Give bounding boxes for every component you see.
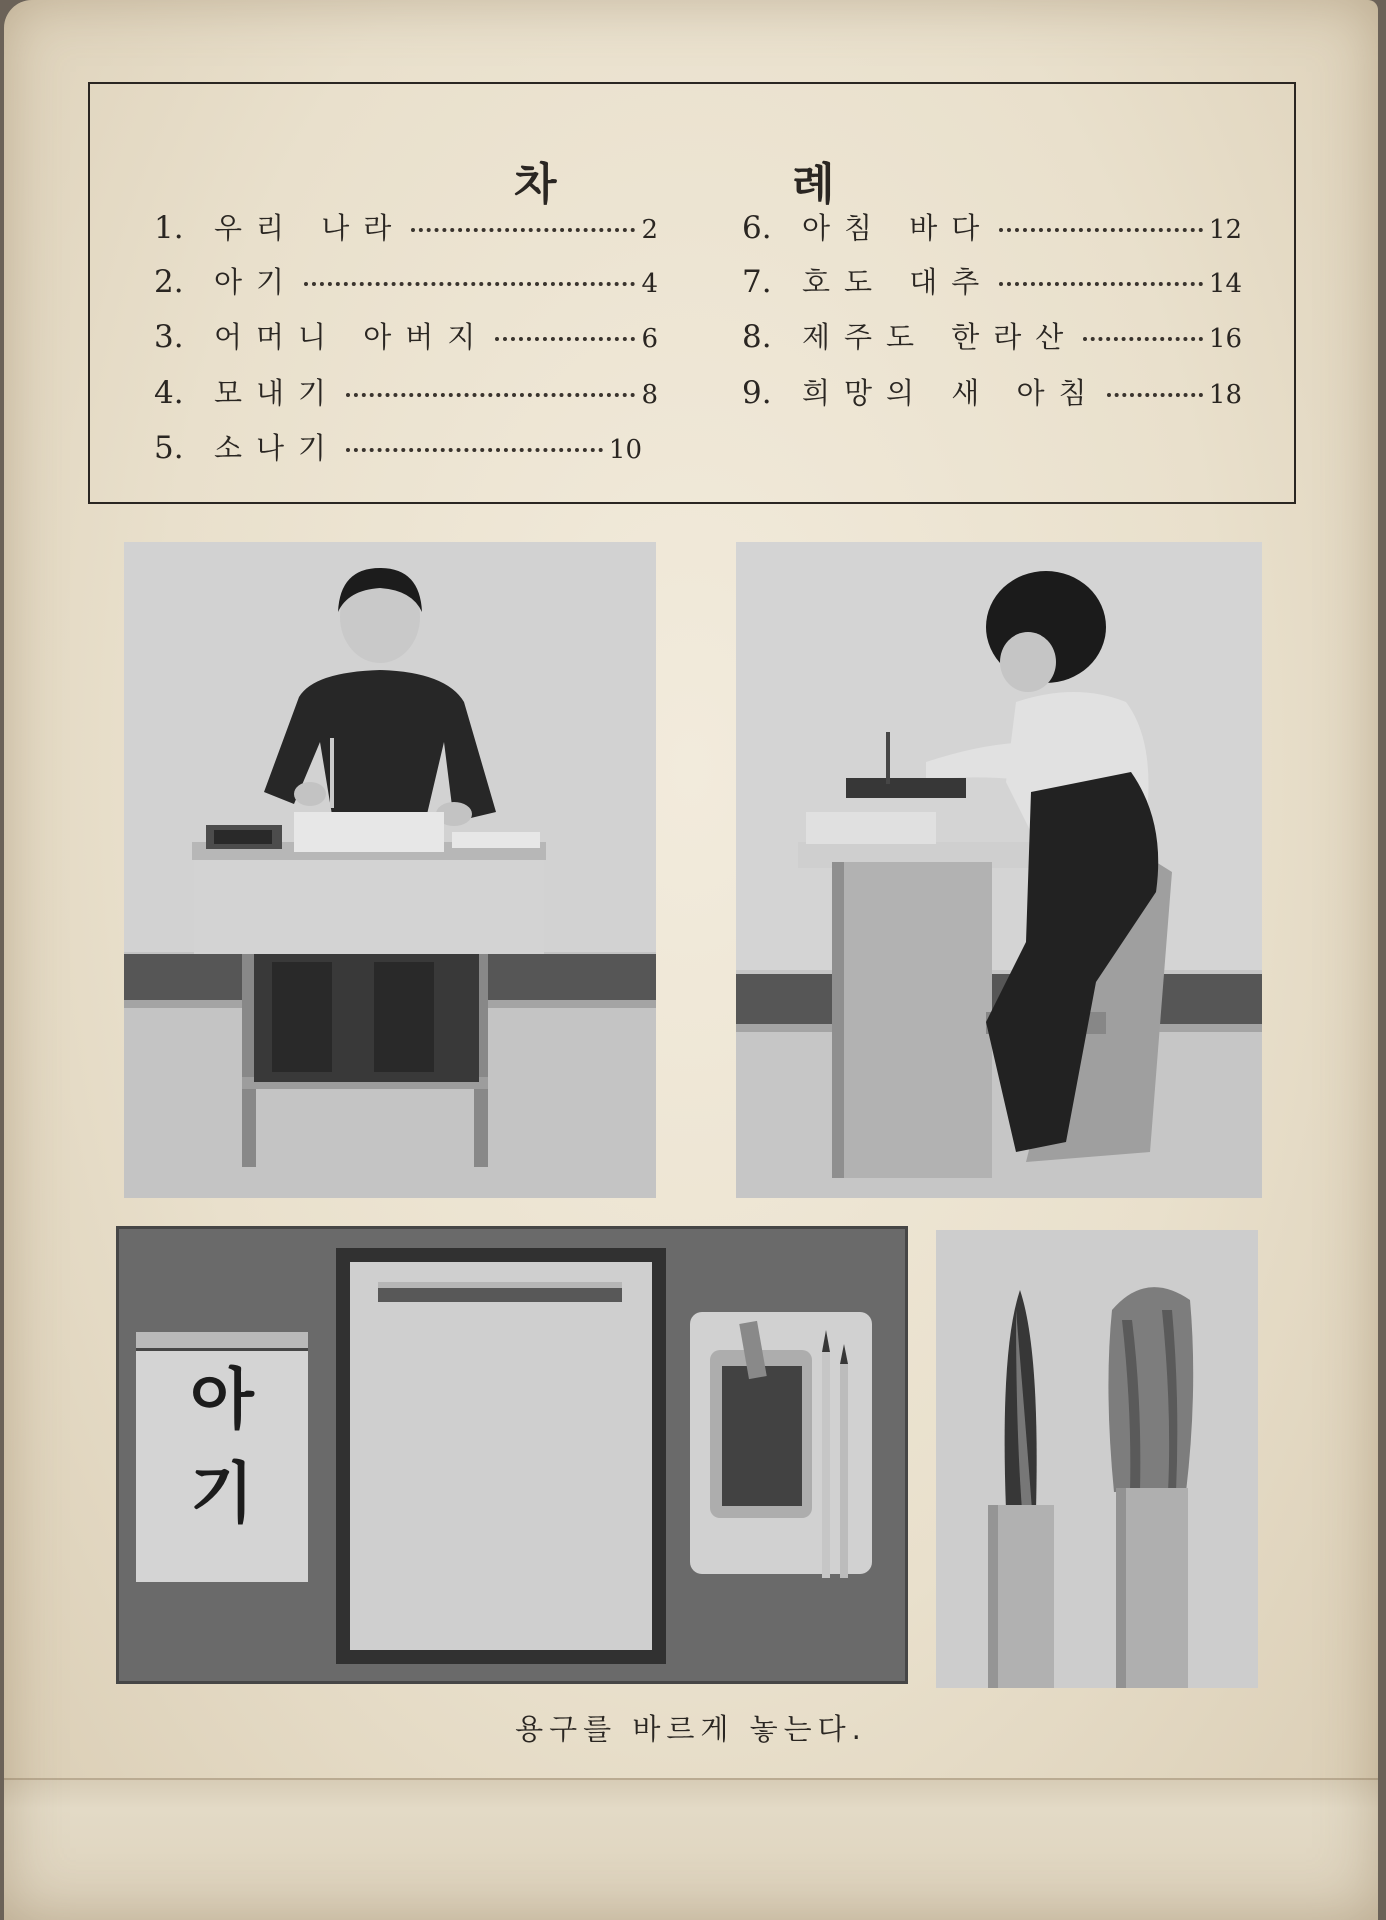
toc-entry-label: 희망의 새 아침 <box>802 376 1101 410</box>
toc-entry-number: 6. <box>742 210 772 246</box>
card-character-second: 기 <box>190 1455 254 1532</box>
card-character-first: 아 <box>190 1361 254 1438</box>
toc-entry-label: 모내기 <box>214 376 341 410</box>
toc-entry-label: 호도 대추 <box>802 265 994 299</box>
toc-leader-dots <box>411 228 635 232</box>
toc-entry-page: 6 <box>641 324 658 354</box>
toc-entry-number: 7. <box>742 264 772 300</box>
toc-entry-number: 4. <box>154 375 184 411</box>
toc-entry <box>742 371 1242 413</box>
toc-entry-label: 소나기 <box>214 431 341 465</box>
toc-entry-page: 14 <box>1208 269 1242 299</box>
toc-entry-page: 12 <box>1208 215 1242 245</box>
toc-entry-number: 1. <box>154 210 184 246</box>
table-of-contents-box <box>88 82 1296 504</box>
toc-entry <box>154 206 658 248</box>
booklet-page <box>4 0 1378 1920</box>
toc-entry-number: 8. <box>742 319 772 355</box>
toc-leader-dots <box>346 393 635 397</box>
toc-leader-dots <box>1107 393 1203 397</box>
toc-entry <box>742 260 1242 302</box>
photo-writing-tools <box>116 1226 908 1684</box>
toc-entry <box>154 315 658 357</box>
toc-entry-page: 2 <box>641 215 658 245</box>
toc-entry-number: 9. <box>742 375 772 411</box>
toc-entry <box>154 371 658 413</box>
toc-title-right: 례 <box>792 159 835 210</box>
toc-entry-page: 10 <box>608 435 642 465</box>
toc-entry <box>154 426 642 468</box>
photo-girl-writing-side <box>736 542 1262 1198</box>
toc-entry-page: 18 <box>1208 380 1242 410</box>
toc-entry-label: 아침 바다 <box>802 211 994 245</box>
toc-entry <box>742 206 1242 248</box>
toc-leader-dots <box>495 337 635 341</box>
toc-leader-dots <box>304 282 635 286</box>
toc-entry <box>742 315 1242 357</box>
toc-entry-number: 3. <box>154 319 184 355</box>
photo-brushes <box>936 1230 1258 1688</box>
toc-entry <box>154 260 658 302</box>
toc-entry-number: 5. <box>154 430 184 466</box>
toc-entry-label: 어머니 아버지 <box>214 320 490 354</box>
toc-entry-page: 4 <box>641 269 658 299</box>
photo-caption: 용구를 바르게 놓는다. <box>515 1712 867 1746</box>
toc-leader-dots <box>346 448 603 452</box>
toc-leader-dots <box>999 228 1203 232</box>
toc-entry-page: 16 <box>1208 324 1242 354</box>
toc-leader-dots <box>999 282 1203 286</box>
toc-entry-label: 제주도 한라산 <box>802 320 1078 354</box>
toc-entry-label: 우리 나라 <box>214 211 406 245</box>
page-fold-strip <box>4 1778 1378 1920</box>
toc-entry-page: 8 <box>641 380 658 410</box>
photo-boy-writing-front <box>124 542 656 1198</box>
toc-leader-dots <box>1083 337 1203 341</box>
toc-entry-label: 아기 <box>214 265 299 299</box>
toc-title-left: 차 <box>514 159 557 210</box>
toc-entry-number: 2. <box>154 264 184 300</box>
